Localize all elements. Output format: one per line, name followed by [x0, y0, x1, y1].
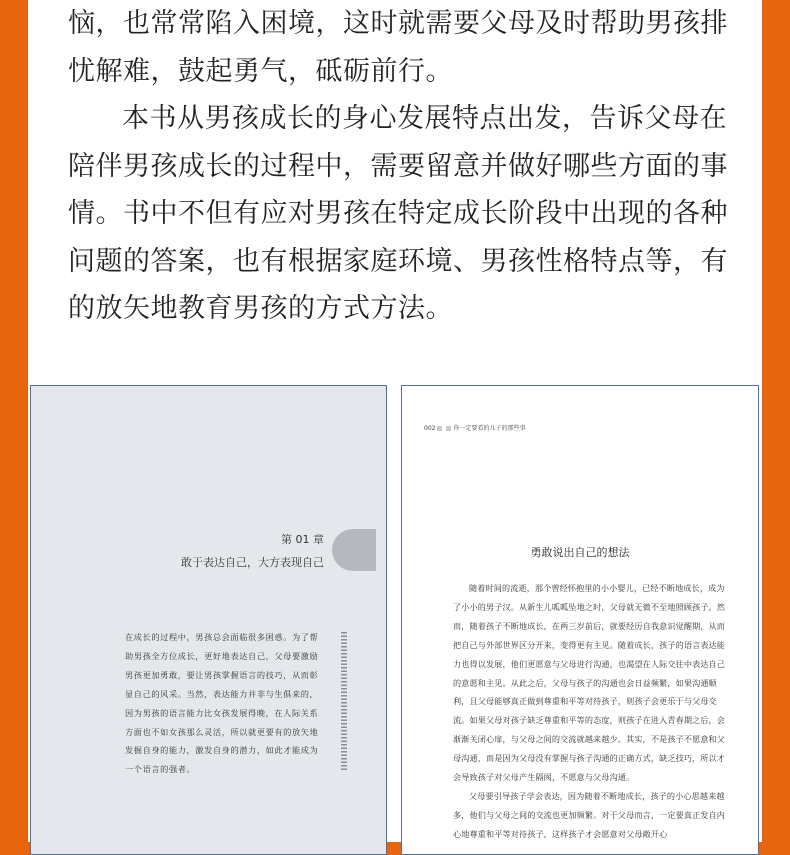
intro-paragraph-2: 本书从男孩成长的身心发展特点出发，告诉父母在陪伴男孩成长的过程中，需要留意并做好哪些方面的事情。书中不但有应对男孩在特定成长阶段中出现的各种问题的答案，也有根据家庭环境、男孩性格特点等，有的放矢地教育男孩的方式方法。 — [68, 103, 728, 324]
chapter-title: 敢于表达自己，大方表现自己 — [181, 556, 324, 569]
chapter-intro: 在成长的过程中，男孩总会面临很多困惑。为了帮助男孩全方位成长，更好地表达自己，父母要激励男孩更加勇敢，要让男孩掌握语言的技巧，从而彰显自己的风采。当然，表达能力并非与生俱来的，因为男孩的语言能力比女孩发展得晚，在人际关系方面也不如女孩那么灵活，所以就更要有的放矢地发掘自身的能力，激发自身的潜力，如此才能成为一个语言的强者。 — [125, 632, 319, 775]
body-paragraph-2: 父母要引导孩子学会表达，因为随着不断地成长，孩子的小心思越来越多，他们与父母之间的交流也更加频繁。对于父母而言，一定要真正发自内心地尊重和平等对待孩子，这样孩子才会愿意对父母敞开心 — [453, 790, 726, 839]
half-circle-decoration — [332, 529, 376, 571]
right-page-preview — [401, 385, 759, 855]
body-paragraph-1: 随着时间的流逝，那个曾经怀抱里的小小婴儿，已经不断地成长，成为了小小的男子汉。从新生儿呱呱坠地之时，父母就无微不至地照顾孩子。然而，随着孩子不断地成长，在两三岁前后，就要经历自我意识觉醒期，从而把自己与外部世界区分开来，变得更有主见。随着成长，孩子的语言表达能力也得以发展，他们更愿意与父母进行沟通，也渴望在人际交往中表达自己的意愿和主见。从此之后，父母与孩子的沟通也会日益频繁，如果沟通顺利，且父母能够真正做到尊重和平等对待孩子，则孩子会更乐于与父母交流。如果父母对孩子缺乏尊重和平等的态度，则孩子在进入青春期之后，会渐渐关闭心扉，与父母之间的交流就越来越少。其实，不是孩子不愿意和父母沟通，而是因为父母没有掌握与孩子沟通的正确方式，缺乏技巧，所以才会导致孩子对父母产生隔阂，不愿意与父母沟通。 — [453, 583, 726, 783]
running-head-title: 你一定要看的儿子的那些事 — [453, 425, 526, 432]
chapter-number: 第 01 章 — [281, 533, 324, 546]
running-head — [424, 423, 525, 432]
dashed-line-decoration — [341, 632, 347, 772]
square-decoration — [437, 426, 442, 431]
square-decoration — [446, 426, 451, 431]
left-page-preview — [30, 385, 387, 855]
page-number: 002 — [424, 425, 436, 432]
section-title: 勇敢说出自己的想法 — [530, 546, 630, 559]
intro-paragraph-1: 恼，也常常陷入困境，这时就需要父母及时帮助男孩排忧解难，鼓起勇气，砥砺前行。 — [68, 8, 728, 87]
section-body — [453, 579, 731, 844]
intro-text — [68, 0, 728, 333]
